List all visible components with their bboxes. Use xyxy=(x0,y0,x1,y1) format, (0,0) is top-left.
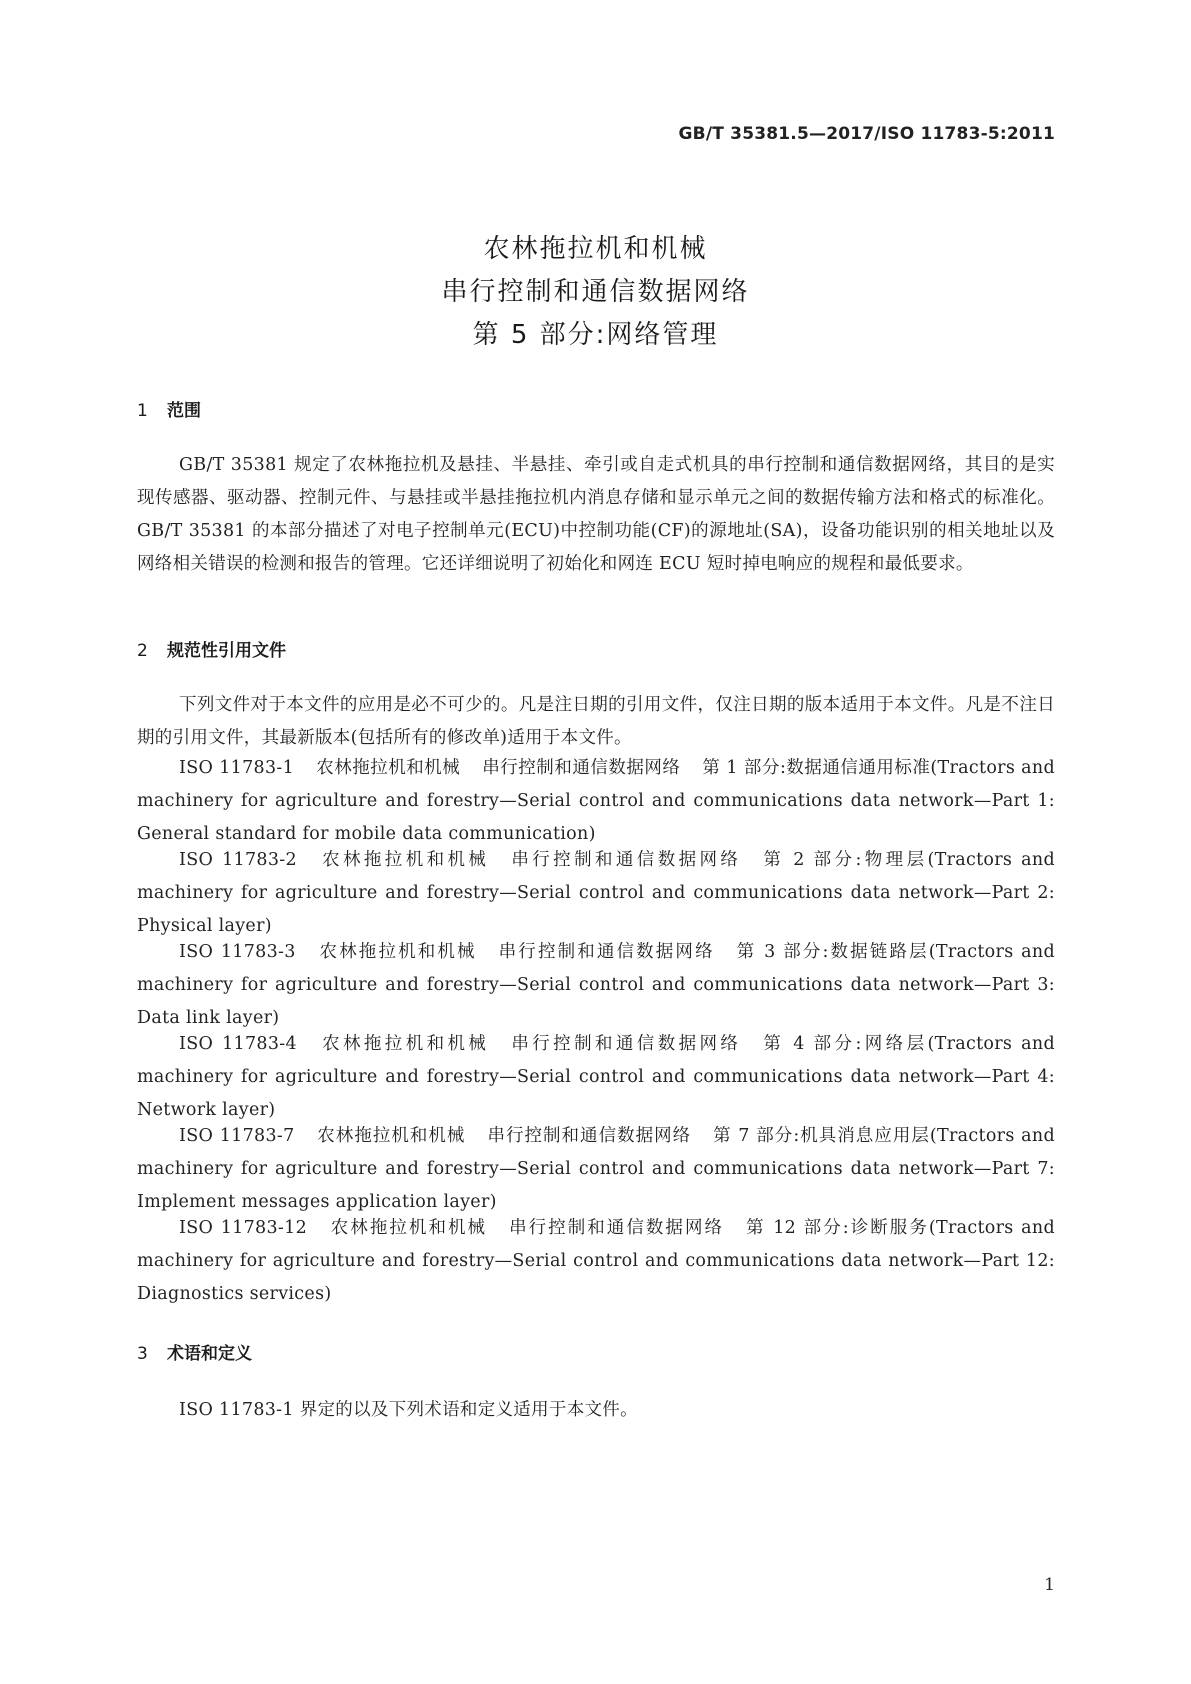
reference-item: ISO 11783-12 农林拖拉机和机械 串行控制和通信数据网络 第 12 部分:诊断服务(Tractors and machinery for agriculture and forestry—Serial control and communications data network—Part 12: Diagnostics services) xyxy=(137,1218,1055,1304)
section-number: 1 xyxy=(137,401,148,421)
section-number: 3 xyxy=(137,1344,148,1364)
terms-paragraph: ISO 11783-1 界定的以及下列术语和定义适用于本文件。 xyxy=(179,1400,638,1420)
section-2-heading xyxy=(137,636,286,661)
scope-paragraph: GB/T 35381 规定了农林拖拉机及悬挂、半悬挂、牵引或自走式机具的串行控制和通信数据网络，其目的是实现传感器、驱动器、控制元件、与悬挂或半悬挂拖拉机内消息存储和显示单元之间的数据传输方法和格式的标准化。GB/T 35381 的本部分描述了对电子控制单元(ECU)中控制功能(CF)的源地址(SA)，设备功能识别的相关地址以及网络相关错误的检测和报告的管理。它还详细说明了初始化和网连 ECU 短时掉电响应的规程和最低要求。 xyxy=(137,455,1055,574)
reference-item: ISO 11783-2 农林拖拉机和机械 串行控制和通信数据网络 第 2 部分:物理层(Tractors and machinery for agriculture and forestry—Serial control and communications data network—Part 2: Physical layer) xyxy=(137,850,1055,936)
references-intro: 下列文件对于本文件的应用是必不可少的。凡是注日期的引用文件，仅注日期的版本适用于本文件。凡是不注日期的引用文件，其最新版本(包括所有的修改单)适用于本文件。 xyxy=(137,695,1055,748)
standard-code: GB/T 35381.5—2017/ISO 11783-5:2011 xyxy=(678,124,1055,144)
title-line-1: 农林拖拉机和机械 xyxy=(483,234,708,264)
reference-item: ISO 11783-7 农林拖拉机和机械 串行控制和通信数据网络 第 7 部分:机具消息应用层(Tractors and machinery for agriculture and forestry—Serial control and communications data network—Part 7: Implement messages application layer) xyxy=(137,1126,1055,1212)
reference-item: ISO 11783-3 农林拖拉机和机械 串行控制和通信数据网络 第 3 部分:数据链路层(Tractors and machinery for agriculture and forestry—Serial control and communications data network—Part 3: Data link layer) xyxy=(137,942,1055,1028)
section-title: 规范性引用文件 xyxy=(167,641,286,661)
section-number: 2 xyxy=(137,641,148,661)
title-line-2: 串行控制和通信数据网络 xyxy=(441,277,750,307)
section-title: 范围 xyxy=(167,401,201,421)
document-title xyxy=(0,228,1191,357)
page-number: 1 xyxy=(1044,1575,1055,1595)
section-title: 术语和定义 xyxy=(167,1344,252,1364)
reference-item: ISO 11783-1 农林拖拉机和机械 串行控制和通信数据网络 第 1 部分:数据通信通用标准(Tractors and machinery for agriculture and forestry—Serial control and communications data network—Part 1: General standard for mobile data communication) xyxy=(137,758,1055,844)
section-1-heading xyxy=(137,396,201,421)
reference-item: ISO 11783-4 农林拖拉机和机械 串行控制和通信数据网络 第 4 部分:网络层(Tractors and machinery for agriculture and forestry—Serial control and communications data network—Part 4: Network layer) xyxy=(137,1034,1055,1120)
title-line-3: 第 5 部分:网络管理 xyxy=(472,320,719,350)
section-3-heading xyxy=(137,1339,252,1364)
